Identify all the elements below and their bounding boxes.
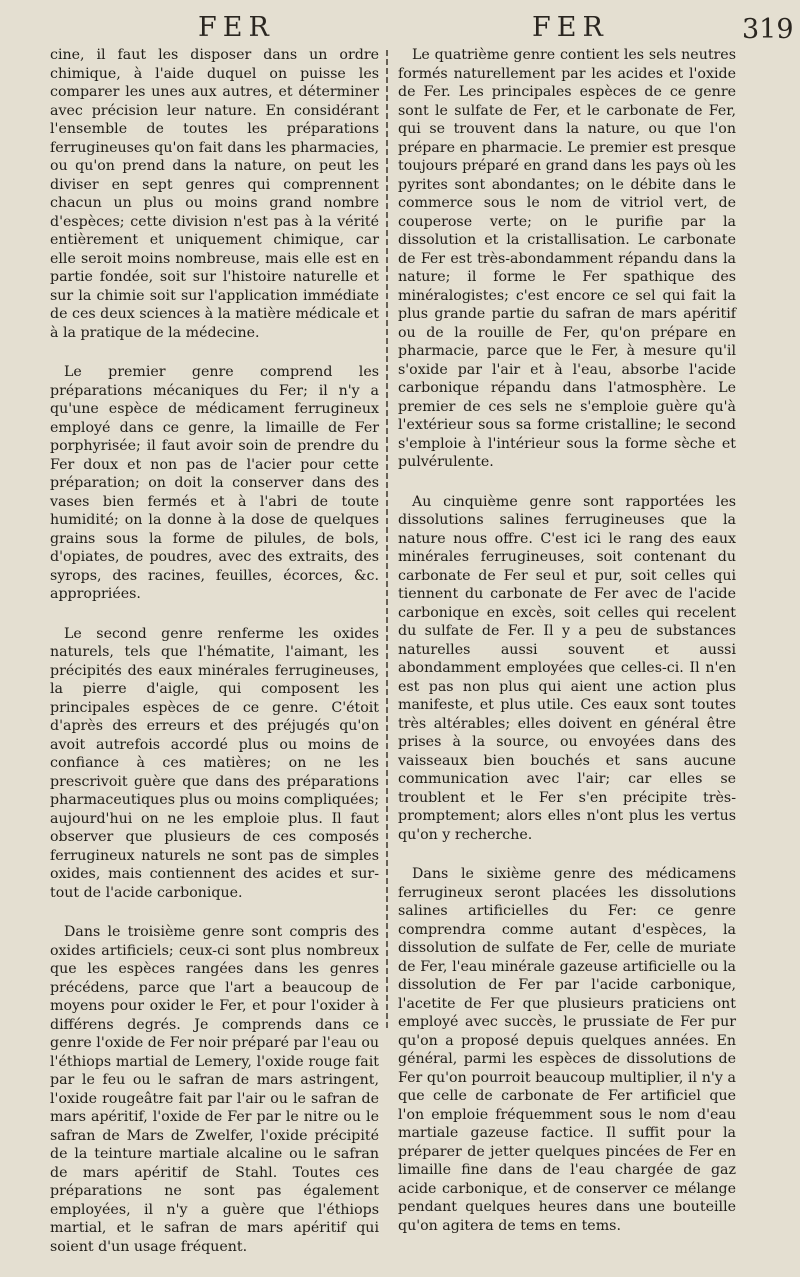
header-left-title: FER [198, 12, 275, 43]
header-right-title: FER [532, 12, 609, 43]
running-header [0, 12, 800, 46]
paragraph: Le second genre renferme les oxides naturels, tels que l'hématite, l'aimant, les précipités des eaux minérales ferrugineuses, la pierre d'aigle, qui composent les principales espèces de ce genre. C'étoit d'après des erreurs et des préjugés qu'on avoit autrefois accordé plus ou moins de confiance à ces matières; on ne les prescrivoit guère que dans des préparations pharmaceutiques plus ou moins compliquées; aujourd'hui on ne les emploie plus. Il faut observer que plusieurs de ces composés ferrugineux naturels ne sont pas de simples oxides, mais contiennent des acides et sur-tout de l'acide carbonique. [50, 625, 379, 901]
paragraph: Dans le sixième genre des médicamens ferrugineux seront placées les dissolutions salines artificielles du Fer: ce genre comprendra comme autant d'espèces, la dissolution de sulfate de Fer, celle de muriate de Fer, l'eau minérale gazeuse artificielle ou la dissolution de Fer par l'acide carbonique, l'acetite de Fer que plusieurs praticiens ont employé avec succès, le prussiate de Fer pur qu'on a proposé depuis quelques années. En général, parmi les espèces de dissolutions de Fer qu'on pourroit beaucoup multiplier, il n'y a que celle de carbonate de Fer artificiel que l'on emploie fréquemment sous le nom d'eau martiale gazeuse factice. Il suffit pour la préparer de jetter quelques pincées de Fer en limaille fine dans de l'eau chargée de gaz acide carbonique, et de conserver ce mélange pendant quelques heures dans une bouteille qu'on agitera de tems en tems. [398, 866, 736, 1234]
page-number: 319 [742, 14, 794, 45]
right-column [398, 46, 736, 1256]
paragraph: Le premier genre comprend les préparations mécaniques du Fer; il n'y a qu'une espèce de médicament ferrugineux employé dans ce genre, la limaille de Fer porphyrisée; il faut avoir soin de prendre du Fer doux et non pas de l'acier pour cette préparation; on doit la conserver dans des vases bien fermés et à l'abri de toute humidité; on la donne à la dose de quelques grains sous la forme de pilules, de bols, d'opiates, de poudres, avec des extraits, des syrops, des racines, feuilles, écorces, &c. appropriées. [50, 364, 379, 602]
left-column [50, 46, 379, 1277]
paragraph: Au cinquième genre sont rapportées les dissolutions salines ferrugineuses que la nature nous offre. C'est ici le rang des eaux minérales ferrugineuses, soit contenant du carbonate de Fer seul et pur, soit celles qui tiennent du carbonate de Fer avec de l'acide carbonique en excès, soit celles qui recelent du sulfate de Fer. Il y a peu de substances naturelles aussi souvent et aussi abondamment employées que celles-ci. Il n'en est pas non plus qui aient une action plus manifeste, et plus utile. Ces eaux sont toutes très altérables; elles doivent en général être prises à la source, ou envoyées dans des vaisseaux bien bouchés et sans aucune communication avec l'air; car elles se troublent et le Fer s'en précipite très-promptement; alors elles n'ont plus les vertus qu'on y recherche. [398, 493, 736, 843]
paragraph: Dans le troisième genre sont compris des oxides artificiels; ceux-ci sont plus nombreux que les espèces rangées dans les genres précédens, parce que l'art a beaucoup de moyens pour oxider le Fer, et pour l'oxider à différens degrés. Je comprends dans ce genre l'oxide de Fer noir préparé par l'eau ou l'éthiops martial de Lemery, l'oxide rouge fait par le feu ou le safran de mars astringent, l'oxide rougeâtre fait par l'air ou le safran de mars apéritif, l'oxide de Fer par le nitre ou le safran de Mars de Zwelfer, l'oxide précipité de la teinture martiale alcaline ou le safran de mars apéritif de Stahl. Toutes ces préparations ne sont pas également employées, il n'y a guère que l'éthiops martial, et le safran de mars apéritif qui soient d'un usage fréquent. [50, 924, 379, 1255]
paragraph: Le quatrième genre contient les sels neutres formés naturellement par les acides et l'oxide de Fer. Les principales espèces de ce genre sont le sulfate de Fer, et le carbonate de Fer, qui se trouvent dans la nature, ou que l'on prépare en pharmacie. Le premier est presque toujours préparé en grand dans les pays où les pyrites sont abondantes; on le débite dans le commerce sous le nom de vitriol vert, de couperose verte; on le purifie par la dissolution et la cristallisation. Le carbonate de Fer est très-abondamment répandu dans la nature; il forme le Fer spathique des minéralogistes; c'est encore ce sel qui fait la plus grande partie du safran de mars apéritif ou de la rouille de Fer, qu'on prépare en pharmacie, parce que le Fer, à mesure qu'il s'oxide par l'air et à l'eau, absorbe l'acide carbonique répandu dans l'atmosphère. Le premier de ces sels ne s'emploie guère qu'à l'extérieur sous sa forme cristalline; le second s'emploie à l'intérieur sous la forme sèche et pulvérulente. [398, 47, 736, 470]
paragraph: cine, il faut les disposer dans un ordre chimique, à l'aide duquel on puisse les comparer les unes aux autres, et déterminer avec précision leur nature. En considérant l'ensemble de toutes les préparations ferrugineuses qu'on fait dans les pharmacies, ou qu'on prend dans la nature, on peut les diviser en sept genres qui comprennent chacun un plus ou moins grand nombre d'espèces; cette division n'est pas à la vérité entièrement et uniquement chimique, car elle seroit moins nombreuse, mais elle est en partie fondée, soit sur l'histoire naturelle et sur la chimie soit sur l'application immédiate de ces deux sciences à la matière médicale et à la pratique de la médecine. [50, 47, 379, 341]
column-divider [386, 50, 388, 1030]
